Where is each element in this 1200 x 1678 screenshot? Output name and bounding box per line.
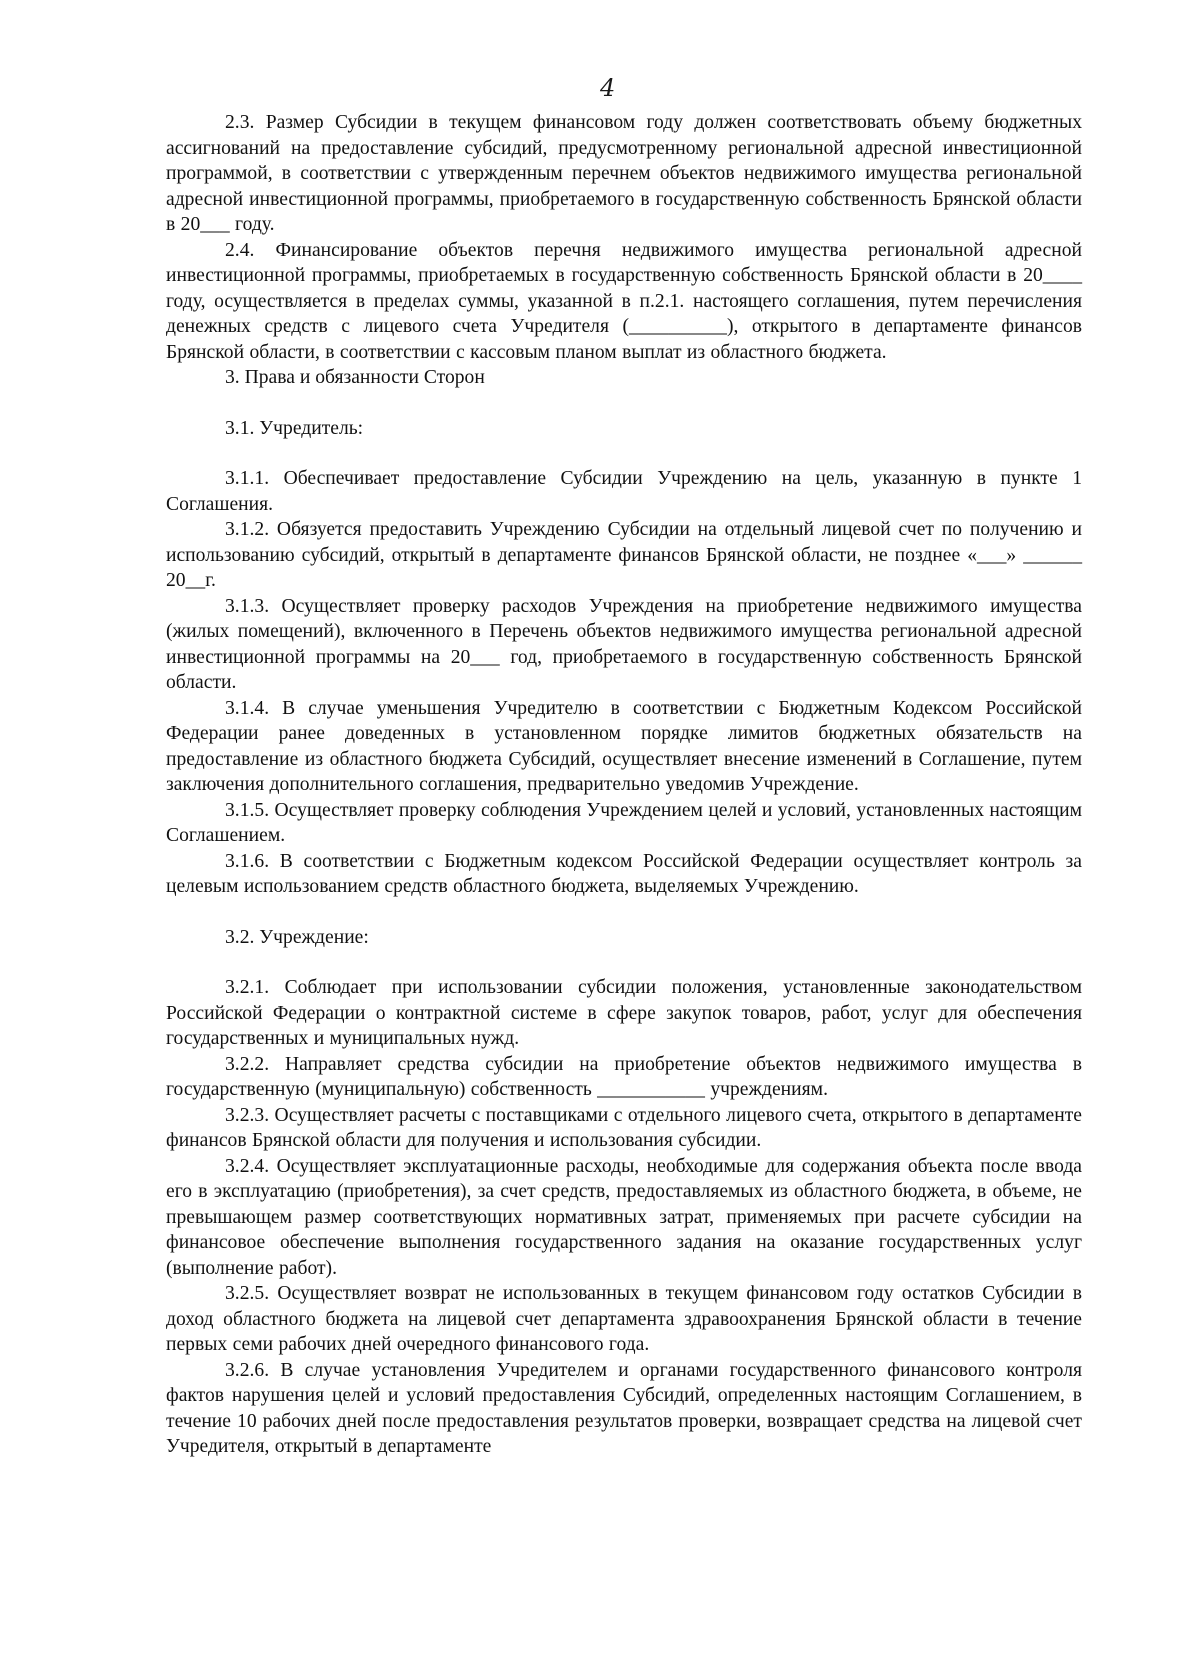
paragraph-3-1-6: 3.1.6. В соответствии с Бюджетным кодексом Российской Федерации осуществляет контроль за целевым использованием средств областного бюджета, выделяемых Учреждению.	[166, 850, 1082, 897]
paragraph-3-1-3: 3.1.3. Осуществляет проверку расходов Учреждения на приобретение недвижимого имущества (жилых помещений), включенного в Перечень объектов недвижимого имущества региональной адресной инвестиционной программы на 20___ год, приобретаемого в государственную собственность Брянской области.	[166, 595, 1082, 693]
paragraph-3-2-2: 3.2.2. Направляет средства субсидии на приобретение объектов недвижимого имущества в государственную (муниципальную) собственность ___________ учреждениям.	[166, 1053, 1082, 1100]
paragraph-3-2-1: 3.2.1. Соблюдает при использовании субсидии положения, установленные законодательством Российской Федерации о контрактной системе в сфере закупок товаров, работ, услуг для обеспечения государственных и муниципальных нужд.	[166, 977, 1082, 1049]
subsection-heading-3-1: 3.1. Учредитель:	[225, 417, 364, 439]
subsection-heading-3-2: 3.2. Учреждение:	[225, 926, 369, 948]
paragraph-2-3: 2.3. Размер Субсидии в текущем финансовом году должен соответствовать объему бюджетных ассигнований на предоставление субсидий, предусмотренному региональной адресной инвестиционной программой, в соответствии с утвержденным перечнем объектов недвижимого имущества региональной адресной инвестиционной программы, приобретаемого в государственную собственность Брянской области в 20___ году.	[166, 112, 1082, 235]
paragraph-3-2-3: 3.2.3. Осуществляет расчеты с поставщиками с отдельного лицевого счета, открытого в департаменте финансов Брянской области для получения и использования субсидии.	[166, 1104, 1082, 1151]
paragraph-3-2-4: 3.2.4. Осуществляет эксплуатационные расходы, необходимые для содержания объекта после ввода его в эксплуатацию (приобретения), за счет средств, предоставляемых из областного бюджета, в объеме, не превышающем размер соответствующих нормативных затрат, применяемых при расчете субсидии на финансовое обеспечение выполнения государственного задания на оказание государственных услуг (выполнение работ).	[166, 1155, 1082, 1279]
section-heading-3: 3. Права и обязанности Сторон	[225, 367, 485, 388]
paragraph-3-2-5: 3.2.5. Осуществляет возврат не использованных в текущем финансовом году остатков Субсидии в доход областного бюджета на лицевой счет департамента здравоохранения Брянской области в течение первых семи рабочих дней очередного финансового года.	[166, 1283, 1082, 1355]
paragraph-2-4: 2.4. Финансирование объектов перечня недвижимого имущества региональной адресной инвестиционной программы, приобретаемых в государственную собственность Брянской области в 20____ году, осуществляется в пределах суммы, указанной в п.2.1. настоящего соглашения, путем перечисления денежных средств с лицевого счета Учредителя (__________), открытого в департаменте финансов Брянской области, в соответствии с кассовым планом выплат из областного бюджета.	[166, 239, 1082, 363]
paragraph-3-1-2: 3.1.2. Обязуется предоставить Учреждению Субсидии на отдельный лицевой счет по получению и использованию субсидий, открытый в департаменте финансов Брянской области, не позднее «___» ______ 20__г.	[166, 519, 1082, 591]
paragraph-3-1-5: 3.1.5. Осуществляет проверку соблюдения Учреждением целей и условий, установленных настоящим Соглашением.	[166, 799, 1082, 846]
paragraph-3-1-4: 3.1.4. В случае уменьшения Учредителю в соответствии с Бюджетным Кодексом Российской Федерации ранее доведенных в установленном порядке лимитов бюджетных обязательств на предоставление из областного бюджета Субсидий, осуществляет внесение изменений в Соглашение, путем заключения дополнительного соглашения, предварительно уведомив Учреждение.	[166, 697, 1082, 795]
page-number: 4	[600, 74, 616, 102]
paragraph-3-1-1: 3.1.1. Обеспечивает предоставление Субсидии Учреждению на цель, указанную в пункте 1 Соглашения.	[166, 468, 1082, 515]
paragraph-3-2-6: 3.2.6. В случае установления Учредителем и органами государственного финансового контроля фактов нарушения целей и условий предоставления Субсидий, определенных настоящим Соглашением, в течение 10 рабочих дней после предоставления результатов проверки, возвращает средства на лицевой счет Учредителя, открытый в департаменте	[166, 1359, 1082, 1457]
